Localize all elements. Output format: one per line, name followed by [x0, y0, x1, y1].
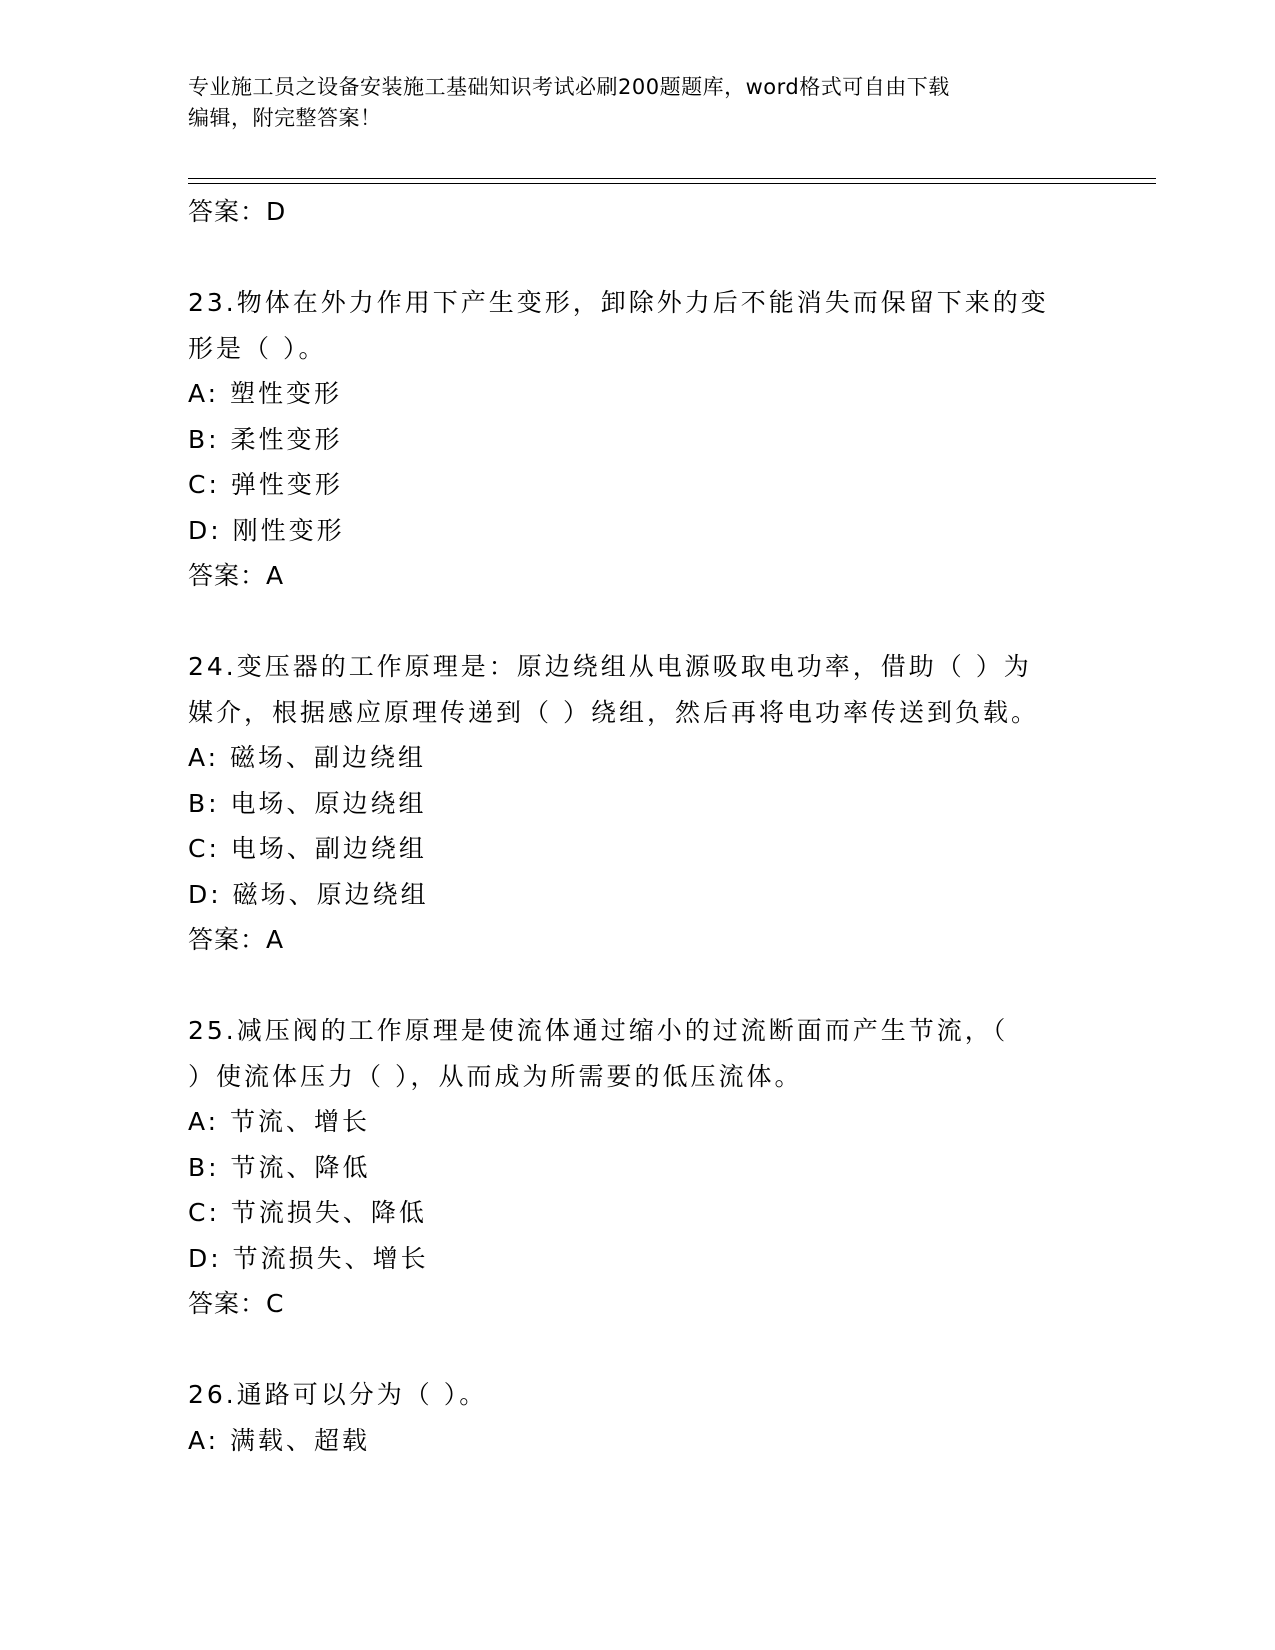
answer-line: 答案：A [188, 925, 285, 954]
question-stem: 26.通路可以分为（ ）。 [188, 1380, 488, 1409]
option-b: B: 柔性变形 [188, 424, 343, 454]
spacer [188, 1327, 1068, 1373]
option-d: D: 刚性变形 [188, 515, 345, 545]
answer-line: 答案：A [188, 561, 285, 590]
answer-line: 答案：C [188, 1289, 285, 1318]
document-header [188, 72, 1068, 134]
question-stem: 24.变压器的工作原理是：原边绕组从电源吸取电功率，借助（ ）为 [188, 652, 1032, 681]
option-a: A: 节流、增长 [188, 1107, 371, 1136]
option-c: C: 节流损失、降低 [188, 1198, 427, 1227]
spacer [188, 235, 1068, 281]
option-d: D: 磁场、原边绕组 [188, 879, 429, 909]
option-a: A: 塑性变形 [188, 379, 343, 408]
question-26 [188, 1372, 1068, 1463]
option-a: A: 满载、超载 [188, 1425, 371, 1455]
question-stem: ）使流体压力（ ），从而成为所需要的低压流体。 [188, 1061, 803, 1091]
question-stem: 媒介，根据感应原理传递到（ ）绕组，然后再将电功率传送到负载。 [188, 697, 1039, 727]
spacer [188, 599, 1068, 645]
option-b: B: 电场、原边绕组 [188, 788, 427, 818]
answer-line: 答案：D [188, 197, 287, 226]
header-title-line-1: 专业施工员之设备安装施工基础知识考试必刷200题题库，word格式可自由下载 [188, 75, 950, 99]
question-24 [188, 644, 1068, 963]
question-23 [188, 280, 1068, 599]
option-a: A: 磁场、副边绕组 [188, 743, 427, 772]
question-list [188, 189, 1068, 1463]
option-d: D: 节流损失、增长 [188, 1243, 429, 1273]
header-title-line-2: 编辑，附完整答案！ [188, 106, 382, 130]
spacer [188, 963, 1068, 1009]
option-b: B: 节流、降低 [188, 1152, 371, 1182]
option-c: C: 电场、副边绕组 [188, 834, 427, 863]
question-stem: 形是（ ）。 [188, 333, 327, 363]
question-25 [188, 1008, 1068, 1327]
header-divider-top [188, 178, 1156, 179]
header-divider-bottom [188, 183, 1156, 184]
option-c: C: 弹性变形 [188, 470, 343, 499]
question-stem: 23.物体在外力作用下产生变形，卸除外力后不能消失而保留下来的变 [188, 288, 1049, 317]
question-stem: 25.减压阀的工作原理是使流体通过缩小的过流断面而产生节流，（ [188, 1016, 1009, 1045]
